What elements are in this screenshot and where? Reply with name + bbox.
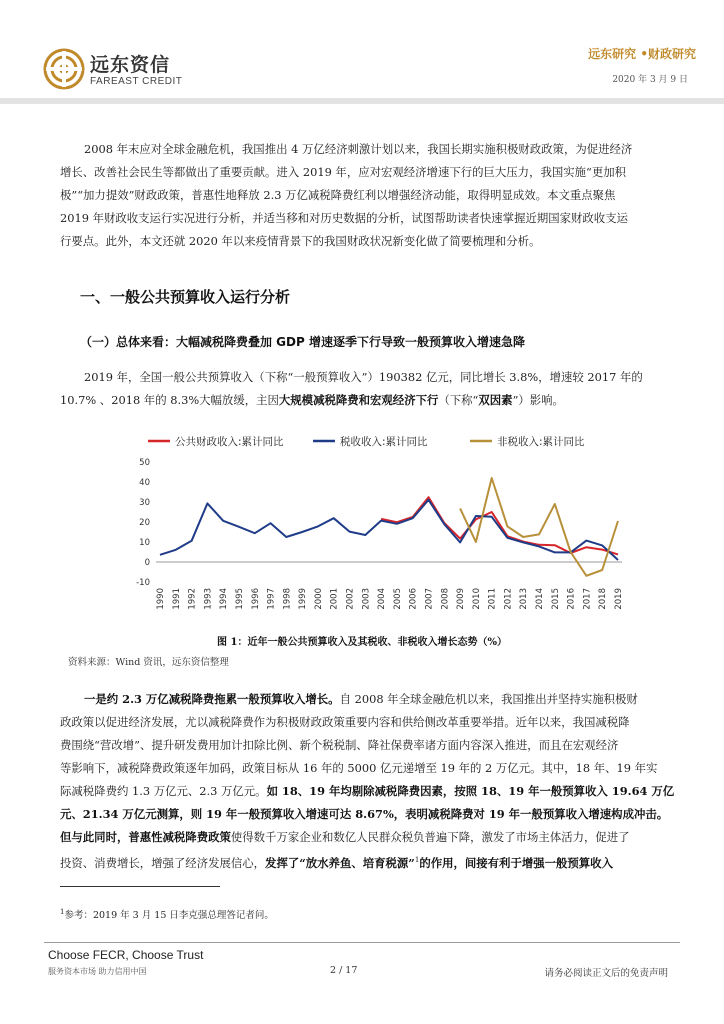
x-tick-label: 2006 <box>408 588 419 610</box>
x-tick-label: 2012 <box>503 588 514 610</box>
section-title: 一、一般公共预算收入运行分析 <box>80 288 291 306</box>
figure-caption: 图 1：近年一般公共预算收入及其税收、非税收入增长态势（%） <box>217 637 507 648</box>
footnote-text: 参考：2019 年 3 月 15 日李克强总理答记者问。 <box>64 910 274 921</box>
x-tick-label: 1999 <box>298 588 309 610</box>
x-tick-label: 2009 <box>456 588 467 610</box>
x-tick-label: 1991 <box>171 588 182 610</box>
y-tick-label: 50 <box>139 458 150 468</box>
y-tick-label: 20 <box>139 518 150 528</box>
logo <box>42 47 86 91</box>
x-tick-label: 2003 <box>361 588 372 610</box>
x-tick-label: 1996 <box>250 588 261 610</box>
footer-divider <box>44 942 680 943</box>
legend-label: 非税收入:累计同比 <box>497 436 585 448</box>
x-tick-label: 2019 <box>614 588 624 610</box>
subsection-title: （一）总体来看：大幅减税降费叠加 GDP 增速逐季下行导致一般预算收入增速急降 <box>80 335 525 349</box>
logo-name-en: FAREAST CREDIT <box>90 76 183 87</box>
tax-cut-line: 投资、消费增长，增强了经济发展信心，发挥了“放水养鱼、培育税源”$^1$的作用，间接有利于增强一般预算收入 <box>60 855 613 870</box>
intro-line: 2008 年末应对全球金融危机，我国推出 4 万亿经济刺激计划以来，我国长期实施积极财政政策，为促进经济 <box>84 142 633 156</box>
intro-paragraph <box>60 138 680 253</box>
data-source: 资料来源：Wind 资讯，远东资信整理 <box>68 657 229 668</box>
x-tick-label: 1998 <box>282 588 293 610</box>
chart-legend <box>148 435 585 448</box>
x-tick-label: 1993 <box>203 588 214 610</box>
footer-slogan: Choose FECR, Choose Trust <box>48 948 204 962</box>
footnote <box>60 907 274 921</box>
x-tick-label: 2004 <box>377 588 388 610</box>
footer-disclaimer: 请务必阅读正文后的免责声明 <box>544 968 668 979</box>
y-tick-label: -10 <box>136 578 150 588</box>
research-brand: 远东研究 •财政研究 <box>588 47 696 61</box>
x-tick-label: 2011 <box>487 588 498 610</box>
x-tick-label: 2008 <box>440 588 451 610</box>
tax-cut-paragraph <box>60 688 680 875</box>
x-tick-label: 2017 <box>582 588 593 610</box>
x-tick-label: 2002 <box>345 588 356 610</box>
x-tick-label: 2015 <box>550 588 561 610</box>
overview-line: 10.7% 、2018 年的 8.3%大幅放缓，主因大规模减税降费和宏观经济下行（下称“双因素”）影响。 <box>60 393 564 407</box>
x-tick-label: 2016 <box>566 588 577 610</box>
tax-cut-line: 元、21.34 万亿元测算，则 19 年一般预算收入增速可达 8.67%，表明减税降费对 19 年一般预算收入增速构成冲击。 <box>60 807 669 821</box>
x-tick-label: 1990 <box>156 588 166 610</box>
x-tick-label: 2010 <box>471 588 482 610</box>
tax-cut-line: 费围绕“营改增”、提升研发费用加计扣除比例、新个税税制、降社保费率诸方面内容深入推进，而且在宏观经济 <box>60 738 619 752</box>
intro-line: 极”“加力提效”财政政策，普惠性地释放 2.3 万亿减税降费红利以增强经济动能，取得明显成效。本文重点聚焦 <box>60 188 616 202</box>
intro-line: 2019 年财政收支运行实况进行分析，并适当移和对历史数据的分析，试图帮助读者快速掌握近期国家财政收支运 <box>60 211 628 225</box>
tax-cut-line: 际减税降费约 1.3 万亿元、2.3 万亿元。如 18、19 年均剔除减税降费因素，按照 18、19 年一般预算收入 19.64 万亿 <box>60 784 675 798</box>
y-tick-label: 40 <box>139 478 150 488</box>
x-tick-label: 2013 <box>519 588 530 610</box>
footnote-ref[interactable]: 1 <box>414 856 420 864</box>
series-line <box>160 500 618 560</box>
x-axis <box>156 588 624 610</box>
x-tick-label: 2000 <box>313 588 324 610</box>
chart-series <box>160 478 618 576</box>
tax-cut-line: 但与此同时，普惠性减税降费政策使得数千万家企业和数亿人民群众税负普遍下降，激发了市场主体活力，促进了 <box>60 830 630 844</box>
legend-label: 税收收入:累计同比 <box>340 436 428 448</box>
x-tick-label: 2018 <box>598 588 609 610</box>
x-tick-label: 1992 <box>187 588 198 610</box>
x-tick-label: 2014 <box>535 588 546 610</box>
y-tick-label: 30 <box>139 498 150 508</box>
intro-line: 行要点。此外，本文还就 2020 年以来疫情背景下的我国财政状况新变化做了简要梳理和分析。 <box>60 234 541 248</box>
logo-name-cn: 远东资信 <box>90 54 171 76</box>
series-line <box>460 478 618 576</box>
x-tick-label: 1994 <box>219 588 230 610</box>
y-tick-label: 0 <box>144 558 150 568</box>
y-tick-label: 10 <box>139 538 150 548</box>
header-divider <box>0 98 724 104</box>
revenue-growth-chart <box>130 428 630 626</box>
x-tick-label: 1995 <box>234 588 245 610</box>
x-tick-label: 2001 <box>329 588 340 610</box>
fareast-logo-icon <box>42 47 86 91</box>
tax-cut-line: 政政策以促进经济发展，尤以减税降费作为积极财政政策重要内容和供给侧改革重要举措。近年以来，我国减税降 <box>60 715 630 729</box>
x-tick-label: 2007 <box>424 588 435 610</box>
footnote-divider <box>60 886 220 887</box>
overview-line: 2019 年，全国一般公共预算收入（下称“一般预算收入”）190382 亿元，同比增长 3.8%，增速较 2017 年的 <box>84 370 643 384</box>
tax-cut-line: 一是约 2.3 万亿减税降费拖累一般预算收入增长。自 2008 年全球金融危机以来，我国推出并坚持实施积极财 <box>84 692 638 706</box>
report-date: 2020 年 3 月 9 日 <box>612 75 688 85</box>
legend-label: 公共财政收入:累计同比 <box>175 436 284 448</box>
intro-line: 增长、改善社会民生等都做出了重要贡献。进入 2019 年，应对宏观经济增速下行的巨大压力，我国实施“更加积 <box>60 165 627 179</box>
footer-motto: 服务资本市场 助力信用中国 <box>48 967 147 976</box>
x-tick-label: 2005 <box>392 588 403 610</box>
x-tick-label: 1997 <box>266 588 277 610</box>
overview-paragraph <box>60 366 680 412</box>
tax-cut-line: 等影响下，减税降费政策逐年加码，政策目标从 16 年的 5000 亿元递增至 19 年的 2 万亿元。其中，18 年、19 年实 <box>60 761 658 775</box>
page-number: 2 / 17 <box>330 965 358 976</box>
footnote-mark: 1 <box>60 907 65 916</box>
